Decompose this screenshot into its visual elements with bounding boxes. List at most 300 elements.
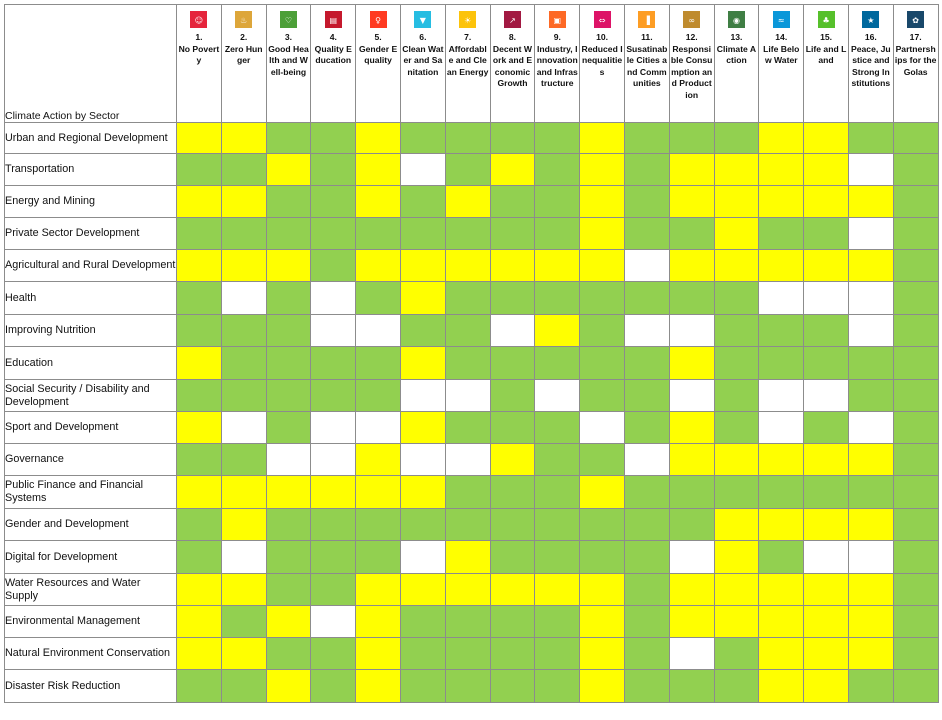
- matrix-cell: [221, 250, 266, 282]
- sector-label: Urban and Regional Development: [5, 123, 177, 154]
- goal-header: [580, 5, 625, 123]
- matrix-cell: [669, 444, 714, 476]
- sector-label: Improving Nutrition: [5, 315, 177, 347]
- matrix-cell: [714, 509, 759, 541]
- matrix-cell: [445, 218, 490, 250]
- matrix-cell: [400, 670, 445, 703]
- matrix-cell: [535, 186, 580, 218]
- matrix-cell: [266, 444, 311, 476]
- goal-header: [266, 5, 311, 123]
- goal-name: Responsible Consumption and Production: [670, 43, 713, 100]
- table-row: [5, 218, 939, 250]
- water-glass-icon: ▼: [414, 11, 431, 28]
- goal-name: Clean Water and Sanitation: [402, 43, 444, 77]
- matrix-cell: [490, 574, 535, 606]
- matrix-cell: [356, 282, 401, 315]
- matrix-cell: [400, 315, 445, 347]
- matrix-cell: [669, 380, 714, 412]
- matrix-cell: [714, 123, 759, 154]
- goal-name: Affordable and Clean Energy: [446, 43, 489, 77]
- matrix-cell: [266, 186, 311, 218]
- fish-icon: ≈: [773, 11, 790, 28]
- sector-label: Natural Environment Conservation: [5, 638, 177, 670]
- matrix-cell: [714, 218, 759, 250]
- table-row: [5, 123, 939, 154]
- matrix-cell: [580, 606, 625, 638]
- goal-number: 5.: [374, 32, 382, 42]
- sector-label: Environmental Management: [5, 606, 177, 638]
- matrix-cell: [490, 282, 535, 315]
- matrix-cell: [580, 380, 625, 412]
- matrix-cell: [759, 218, 804, 250]
- matrix-cell: [624, 670, 669, 703]
- matrix-cell: [893, 444, 938, 476]
- matrix-cell: [266, 123, 311, 154]
- dove-icon: ★: [862, 11, 879, 28]
- goal-header: [624, 5, 669, 123]
- matrix-cell: [804, 412, 849, 444]
- matrix-cell: [445, 476, 490, 509]
- matrix-cell: [177, 574, 222, 606]
- matrix-cell: [177, 123, 222, 154]
- matrix-cell: [445, 123, 490, 154]
- matrix-cell: [714, 574, 759, 606]
- goal-header: [535, 5, 580, 123]
- matrix-cell: [400, 250, 445, 282]
- sector-label: Sport and Development: [5, 412, 177, 444]
- matrix-cell: [356, 670, 401, 703]
- matrix-cell: [445, 509, 490, 541]
- matrix-cell: [669, 412, 714, 444]
- matrix-cell: [848, 380, 893, 412]
- matrix-cell: [266, 282, 311, 315]
- sector-label: Energy and Mining: [5, 186, 177, 218]
- matrix-cell: [311, 186, 356, 218]
- matrix-cell: [311, 444, 356, 476]
- goal-label: [311, 32, 355, 67]
- matrix-cell: [669, 315, 714, 347]
- matrix-cell: [177, 444, 222, 476]
- matrix-cell: [714, 347, 759, 380]
- matrix-cell: [400, 638, 445, 670]
- matrix-cell: [624, 412, 669, 444]
- matrix-cell: [759, 509, 804, 541]
- matrix-cell: [445, 670, 490, 703]
- goal-header: [400, 5, 445, 123]
- table-row: [5, 509, 939, 541]
- matrix-cell: [848, 574, 893, 606]
- goal-label: [849, 32, 893, 90]
- matrix-cell: [580, 123, 625, 154]
- table-row: [5, 670, 939, 703]
- matrix-cell: [445, 282, 490, 315]
- matrix-cell: [311, 412, 356, 444]
- matrix-cell: [714, 541, 759, 574]
- matrix-cell: [490, 347, 535, 380]
- matrix-cell: [177, 606, 222, 638]
- matrix-cell: [669, 541, 714, 574]
- matrix-cell: [624, 638, 669, 670]
- matrix-cell: [714, 638, 759, 670]
- matrix-cell: [580, 574, 625, 606]
- goal-name: Climate Action: [716, 43, 757, 65]
- goal-name: Industry, Innovation and Infrastructure: [536, 43, 578, 88]
- goal-label: [356, 32, 400, 67]
- table-row: [5, 476, 939, 509]
- matrix-cell: [893, 476, 938, 509]
- matrix-cell: [266, 315, 311, 347]
- matrix-cell: [804, 638, 849, 670]
- matrix-cell: [848, 476, 893, 509]
- matrix-cell: [311, 638, 356, 670]
- bowl-icon: ♨: [235, 11, 252, 28]
- matrix-cell: [266, 380, 311, 412]
- matrix-cell: [177, 218, 222, 250]
- matrix-cell: [177, 250, 222, 282]
- goal-header: [669, 5, 714, 123]
- matrix-cell: [759, 670, 804, 703]
- matrix-cell: [759, 380, 804, 412]
- goal-number: 4.: [329, 32, 337, 42]
- goal-name: Gender Equality: [358, 43, 398, 65]
- matrix-cell: [759, 444, 804, 476]
- goal-header: [893, 5, 938, 123]
- matrix-cell: [535, 574, 580, 606]
- matrix-cell: [535, 476, 580, 509]
- matrix-cell: [266, 638, 311, 670]
- matrix-cell: [445, 250, 490, 282]
- matrix-cell: [177, 154, 222, 186]
- goal-header: [848, 5, 893, 123]
- matrix-cell: [490, 509, 535, 541]
- matrix-cell: [669, 670, 714, 703]
- goal-name: Good Health and Well-being: [268, 43, 309, 77]
- goal-header: [356, 5, 401, 123]
- matrix-cell: [400, 412, 445, 444]
- matrix-cell: [624, 186, 669, 218]
- matrix-cell: [490, 638, 535, 670]
- matrix-cell: [490, 606, 535, 638]
- matrix-cell: [356, 154, 401, 186]
- matrix-cell: [356, 218, 401, 250]
- matrix-cell: [624, 154, 669, 186]
- matrix-cell: [669, 123, 714, 154]
- goal-name: Zero Hunger: [224, 43, 263, 65]
- matrix-cell: [400, 154, 445, 186]
- matrix-cell: [669, 218, 714, 250]
- goal-name: Life Below Water: [763, 43, 800, 65]
- goal-label: [580, 32, 624, 78]
- matrix-cell: [580, 444, 625, 476]
- tree-icon: ♣: [818, 11, 835, 28]
- heartbeat-icon: ♡: [280, 11, 297, 28]
- matrix-cell: [535, 638, 580, 670]
- matrix-cell: [221, 574, 266, 606]
- matrix-cell: [804, 509, 849, 541]
- matrix-cell: [759, 347, 804, 380]
- goal-number: 7.: [464, 32, 472, 42]
- matrix-cell: [490, 154, 535, 186]
- goal-label: [401, 32, 445, 78]
- matrix-cell: [445, 574, 490, 606]
- matrix-cell: [221, 412, 266, 444]
- matrix-cell: [893, 250, 938, 282]
- matrix-cell: [893, 380, 938, 412]
- matrix-cell: [624, 282, 669, 315]
- matrix-cell: [356, 315, 401, 347]
- matrix-cell: [893, 412, 938, 444]
- matrix-cell: [177, 186, 222, 218]
- matrix-cell: [177, 638, 222, 670]
- matrix-cell: [893, 574, 938, 606]
- matrix-cell: [759, 638, 804, 670]
- matrix-cell: [624, 380, 669, 412]
- table-row: [5, 574, 939, 606]
- matrix-cell: [848, 606, 893, 638]
- matrix-cell: [221, 606, 266, 638]
- matrix-cell: [624, 250, 669, 282]
- matrix-cell: [759, 123, 804, 154]
- matrix-cell: [535, 380, 580, 412]
- sector-label: Governance: [5, 444, 177, 476]
- matrix-cell: [580, 509, 625, 541]
- matrix-cell: [266, 476, 311, 509]
- matrix-cell: [311, 476, 356, 509]
- matrix-cell: [714, 154, 759, 186]
- matrix-cell: [669, 476, 714, 509]
- matrix-cell: [490, 476, 535, 509]
- matrix-cell: [177, 315, 222, 347]
- matrix-cell: [624, 444, 669, 476]
- table-row: [5, 380, 939, 412]
- matrix-cell: [804, 541, 849, 574]
- matrix-cell: [804, 444, 849, 476]
- matrix-cell: [356, 380, 401, 412]
- matrix-cell: [624, 574, 669, 606]
- matrix-cell: [490, 250, 535, 282]
- corner-label: Climate Action by Sector: [5, 5, 177, 123]
- growth-chart-icon: ↗: [504, 11, 521, 28]
- goal-name: Decent Work and Economic Growth: [492, 43, 533, 88]
- matrix-cell: [221, 347, 266, 380]
- matrix-cell: [759, 412, 804, 444]
- matrix-cell: [311, 218, 356, 250]
- matrix-cell: [356, 638, 401, 670]
- table-row: [5, 186, 939, 218]
- matrix-cell: [221, 218, 266, 250]
- matrix-cell: [221, 444, 266, 476]
- table-row: [5, 250, 939, 282]
- matrix-cell: [804, 154, 849, 186]
- matrix-cell: [804, 282, 849, 315]
- goal-number: 16.: [864, 32, 877, 42]
- matrix-cell: [714, 444, 759, 476]
- goal-number: 1.: [195, 32, 203, 42]
- matrix-cell: [714, 282, 759, 315]
- people-icon: ☺: [190, 11, 207, 28]
- matrix-cell: [848, 638, 893, 670]
- matrix-cell: [669, 638, 714, 670]
- matrix-cell: [356, 250, 401, 282]
- matrix-cell: [400, 476, 445, 509]
- matrix-cell: [356, 476, 401, 509]
- matrix-cell: [400, 509, 445, 541]
- matrix-cell: [624, 541, 669, 574]
- matrix-cell: [400, 541, 445, 574]
- matrix-cell: [266, 574, 311, 606]
- matrix-cell: [311, 574, 356, 606]
- goal-name: Reduced Inequalities: [581, 43, 623, 77]
- matrix-cell: [804, 186, 849, 218]
- matrix-cell: [848, 186, 893, 218]
- goal-label: [535, 32, 579, 90]
- matrix-cell: [669, 186, 714, 218]
- matrix-cell: [535, 347, 580, 380]
- equals-icon: ⇔: [594, 11, 611, 28]
- matrix-cell: [400, 218, 445, 250]
- goal-number: 13.: [730, 32, 743, 42]
- matrix-cell: [356, 123, 401, 154]
- sector-label: Transportation: [5, 154, 177, 186]
- matrix-cell: [266, 154, 311, 186]
- sector-label: Public Finance and Financial Systems: [5, 476, 177, 509]
- sector-label: Education: [5, 347, 177, 380]
- matrix-cell: [714, 412, 759, 444]
- matrix-cell: [221, 509, 266, 541]
- matrix-cell: [624, 606, 669, 638]
- goal-header: [177, 5, 222, 123]
- matrix-cell: [535, 315, 580, 347]
- matrix-cell: [804, 218, 849, 250]
- matrix-cell: [221, 123, 266, 154]
- sector-label: Water Resources and Water Supply: [5, 574, 177, 606]
- matrix-cell: [400, 123, 445, 154]
- goal-name: No Poverty: [178, 43, 220, 65]
- matrix-cell: [266, 606, 311, 638]
- matrix-cell: [221, 476, 266, 509]
- table-row: [5, 315, 939, 347]
- matrix-cell: [848, 250, 893, 282]
- matrix-cell: [221, 670, 266, 703]
- matrix-cell: [714, 315, 759, 347]
- matrix-cell: [893, 638, 938, 670]
- matrix-cell: [580, 154, 625, 186]
- table-row: [5, 347, 939, 380]
- matrix-cell: [580, 250, 625, 282]
- matrix-cell: [266, 250, 311, 282]
- table-row: [5, 412, 939, 444]
- matrix-cell: [221, 186, 266, 218]
- matrix-cell: [311, 154, 356, 186]
- matrix-cell: [445, 412, 490, 444]
- matrix-cell: [580, 670, 625, 703]
- goal-label: [894, 32, 938, 78]
- matrix-cell: [221, 638, 266, 670]
- goal-label: [267, 32, 311, 78]
- matrix-cell: [356, 541, 401, 574]
- matrix-cell: [580, 186, 625, 218]
- matrix-cell: [266, 347, 311, 380]
- matrix-cell: [624, 123, 669, 154]
- matrix-cell: [848, 123, 893, 154]
- matrix-cell: [177, 670, 222, 703]
- table-row: [5, 638, 939, 670]
- matrix-cell: [535, 412, 580, 444]
- matrix-cell: [311, 347, 356, 380]
- matrix-cell: [535, 250, 580, 282]
- goal-number: 15.: [820, 32, 833, 42]
- matrix-cell: [445, 541, 490, 574]
- matrix-cell: [804, 380, 849, 412]
- table-row: [5, 444, 939, 476]
- matrix-cell: [535, 541, 580, 574]
- matrix-cell: [400, 606, 445, 638]
- matrix-cell: [490, 670, 535, 703]
- matrix-cell: [356, 574, 401, 606]
- flower-icon: ✿: [907, 11, 924, 28]
- goal-label: [670, 32, 714, 101]
- matrix-cell: [624, 476, 669, 509]
- matrix-cell: [490, 412, 535, 444]
- matrix-cell: [445, 315, 490, 347]
- sector-label: Digital for Development: [5, 541, 177, 574]
- matrix-cell: [221, 154, 266, 186]
- matrix-cell: [669, 509, 714, 541]
- matrix-cell: [759, 315, 804, 347]
- sector-label: Disaster Risk Reduction: [5, 670, 177, 703]
- matrix-cell: [893, 282, 938, 315]
- matrix-cell: [669, 606, 714, 638]
- matrix-cell: [311, 606, 356, 638]
- book-icon: ▤: [325, 11, 342, 28]
- goal-label: [446, 32, 490, 78]
- matrix-cell: [535, 282, 580, 315]
- matrix-cell: [535, 123, 580, 154]
- matrix-cell: [400, 380, 445, 412]
- matrix-cell: [490, 218, 535, 250]
- table-row: [5, 606, 939, 638]
- goal-number: 8.: [508, 32, 517, 42]
- goal-label: [715, 32, 759, 67]
- goal-name: Life and Land: [805, 43, 847, 65]
- sdg-table: [4, 4, 939, 703]
- matrix-cell: [893, 218, 938, 250]
- table-row: [5, 154, 939, 186]
- gender-icon: ♀: [370, 11, 387, 28]
- goal-number: 14.: [775, 32, 788, 42]
- matrix-cell: [624, 218, 669, 250]
- matrix-cell: [759, 541, 804, 574]
- matrix-cell: [893, 606, 938, 638]
- matrix-cell: [490, 541, 535, 574]
- matrix-cell: [624, 509, 669, 541]
- matrix-cell: [490, 123, 535, 154]
- matrix-cell: [490, 315, 535, 347]
- infinity-icon: ∞: [683, 11, 700, 28]
- matrix-cell: [804, 476, 849, 509]
- matrix-cell: [177, 509, 222, 541]
- matrix-cell: [535, 154, 580, 186]
- matrix-cell: [580, 347, 625, 380]
- matrix-cell: [893, 347, 938, 380]
- matrix-cell: [580, 638, 625, 670]
- matrix-cell: [580, 412, 625, 444]
- matrix-cell: [624, 347, 669, 380]
- matrix-cell: [535, 444, 580, 476]
- goal-number: 11.: [641, 32, 653, 42]
- goal-name: Susatinable Cities and Communities: [626, 43, 668, 88]
- matrix-cell: [580, 315, 625, 347]
